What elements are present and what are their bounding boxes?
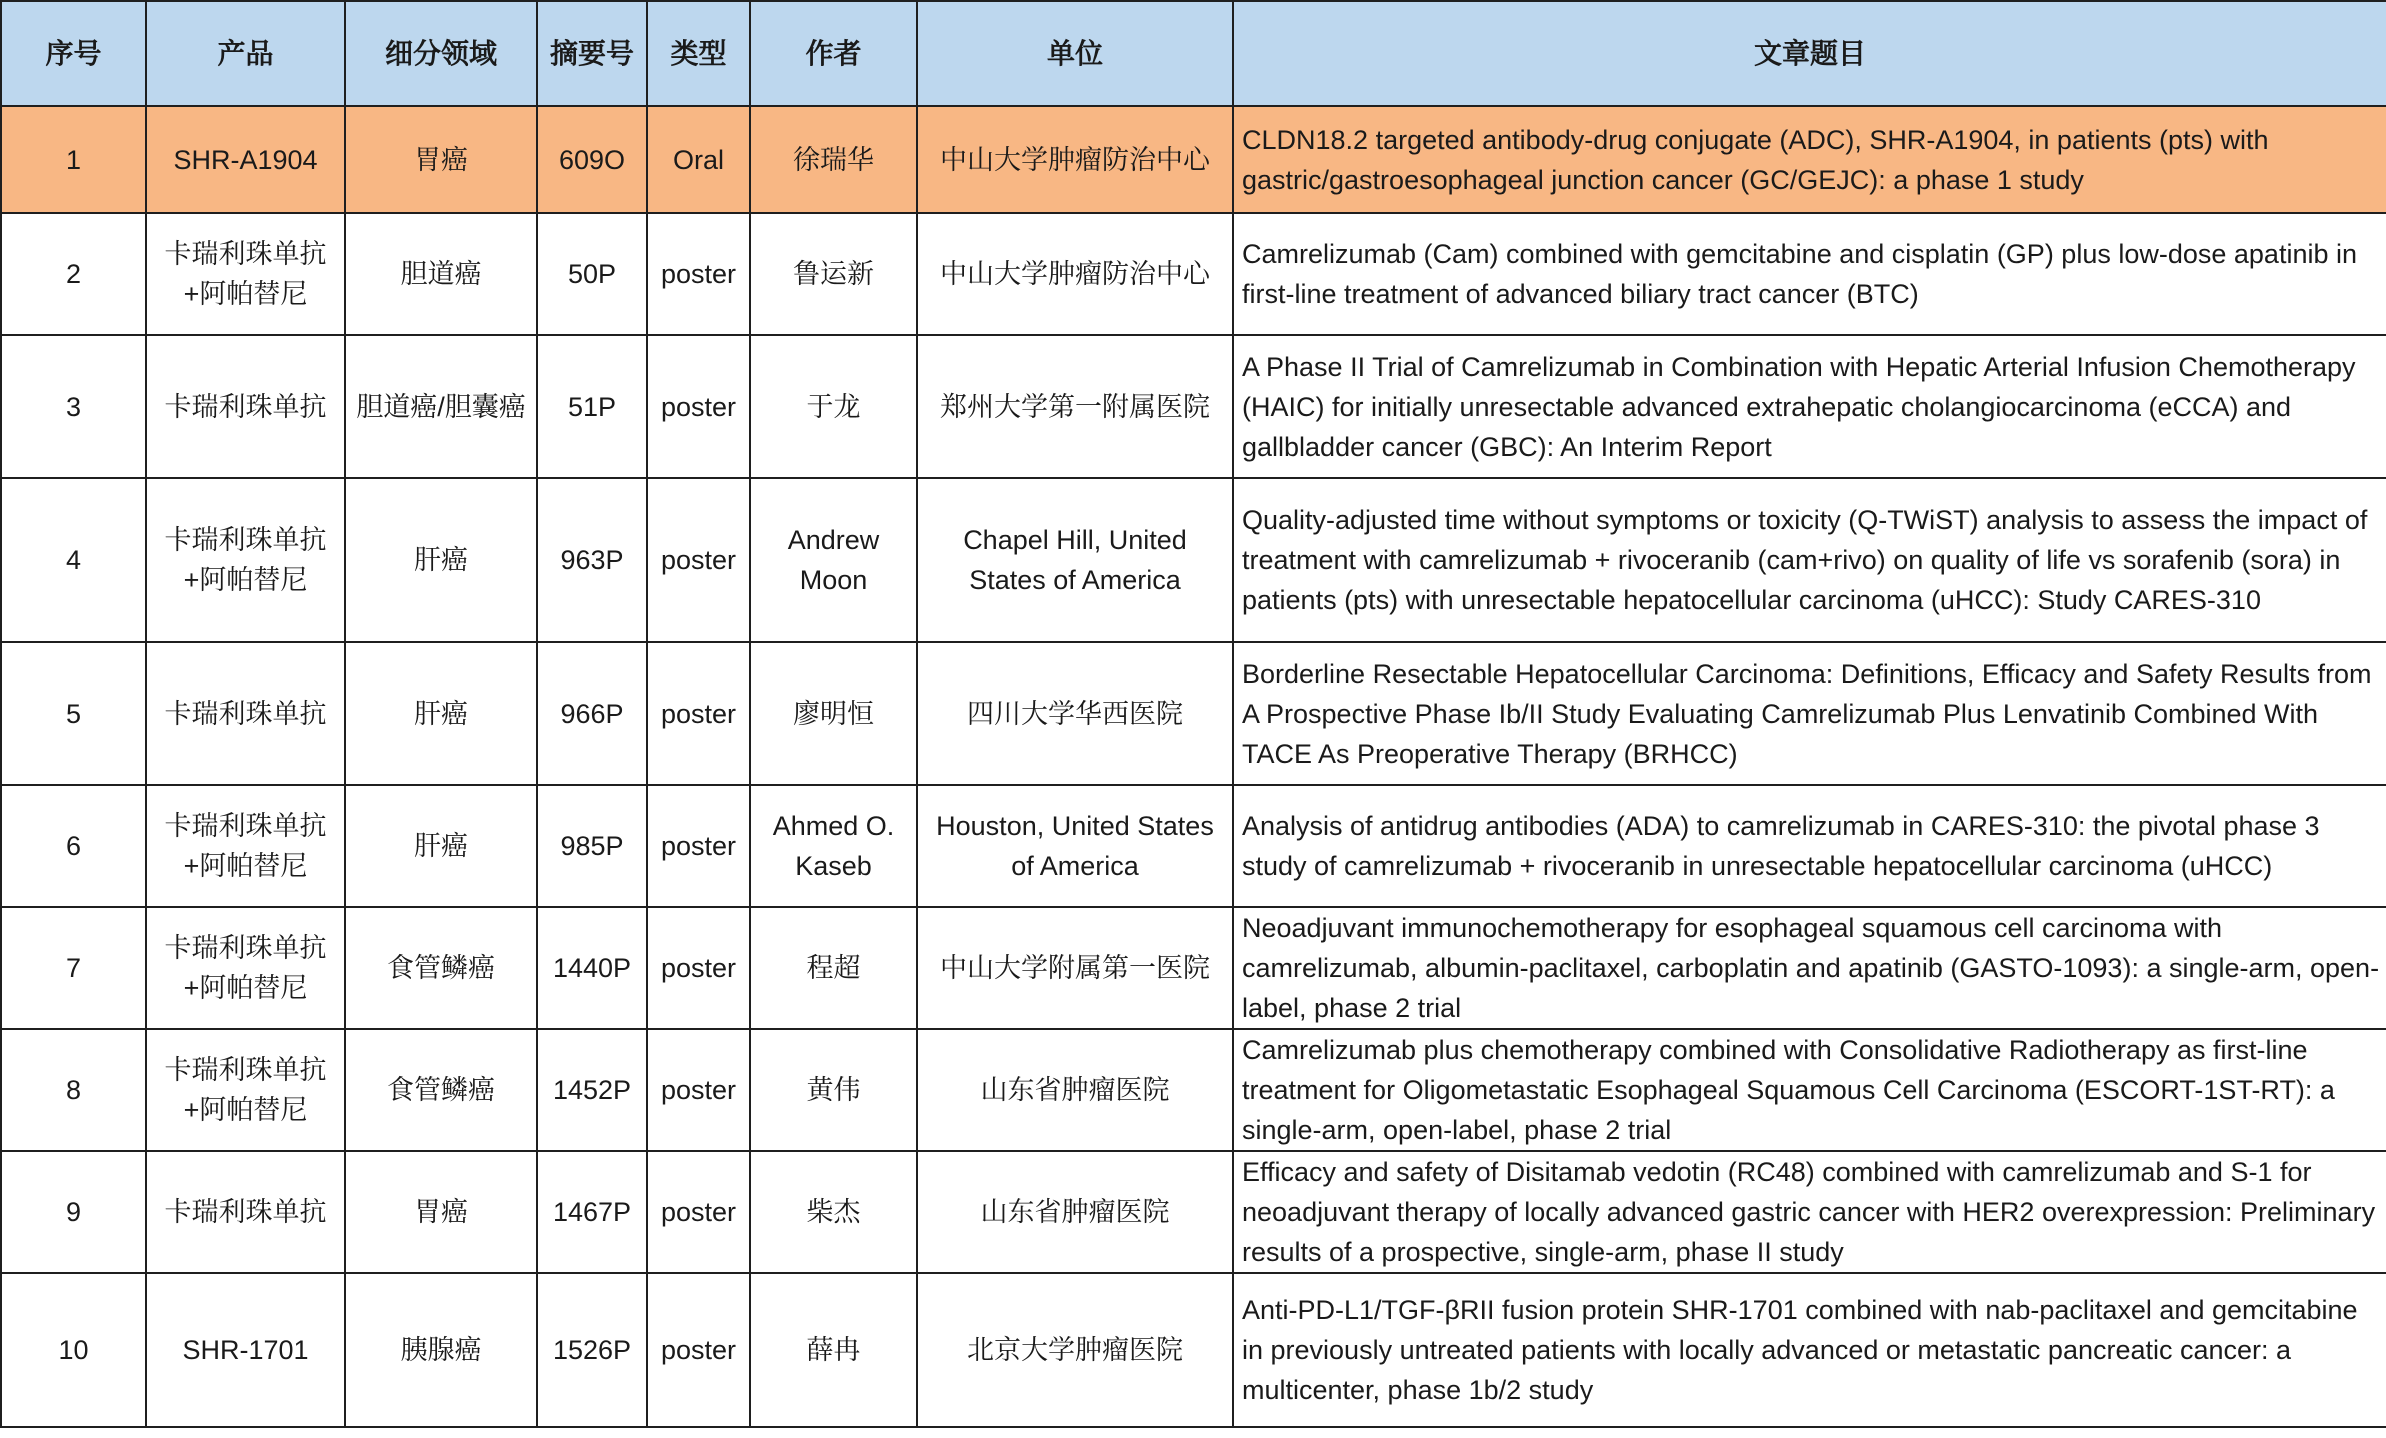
cell-abstract-no: 1526P (537, 1273, 647, 1427)
cell-type: poster (647, 785, 750, 907)
cell-field: 胰腺癌 (345, 1273, 537, 1427)
cell-product: 卡瑞利珠单抗 +阿帕替尼 (146, 478, 345, 642)
cell-field: 食管鳞癌 (345, 1029, 537, 1151)
cell-author: Andrew Moon (750, 478, 917, 642)
header-field: 细分领域 (345, 1, 537, 106)
header-title: 文章题目 (1233, 1, 2386, 106)
cell-institution: 北京大学肿瘤医院 (917, 1273, 1233, 1427)
table-row (1, 907, 2386, 1029)
cell-product: SHR-A1904 (146, 106, 345, 213)
cell-title: Efficacy and safety of Disitamab vedotin (RC48) combined with camrelizumab and S-1 for neoadjuvant therapy of locally advanced gastric cancer with HER2 overexpression: Preliminary results of a prospective, single-arm, phase II study (1233, 1151, 2386, 1273)
cell-institution: 中山大学附属第一医院 (917, 907, 1233, 1029)
table-row (1, 642, 2386, 785)
header-row (1, 1, 2386, 106)
cell-author: 廖明恒 (750, 642, 917, 785)
cell-product: 卡瑞利珠单抗 +阿帕替尼 (146, 1029, 345, 1151)
cell-field: 胃癌 (345, 106, 537, 213)
cell-seq: 7 (1, 907, 146, 1029)
cell-field: 肝癌 (345, 478, 537, 642)
cell-abstract-no: 966P (537, 642, 647, 785)
cell-institution: Houston, United States of America (917, 785, 1233, 907)
cell-institution: 山东省肿瘤医院 (917, 1029, 1233, 1151)
cell-seq: 3 (1, 335, 146, 478)
header-abstract-no: 摘要号 (537, 1, 647, 106)
table-row (1, 478, 2386, 642)
table-row (1, 1151, 2386, 1273)
cell-institution: 四川大学华西医院 (917, 642, 1233, 785)
cell-author: 徐瑞华 (750, 106, 917, 213)
cell-abstract-no: 1467P (537, 1151, 647, 1273)
cell-seq: 1 (1, 106, 146, 213)
header-author: 作者 (750, 1, 917, 106)
header-institution: 单位 (917, 1, 1233, 106)
cell-author: 程超 (750, 907, 917, 1029)
cell-title: Borderline Resectable Hepatocellular Carcinoma: Definitions, Efficacy and Safety Results from A Prospective Phase Ib/II Study Evaluating Camrelizumab Plus Lenvatinib Combined With TACE As Preoperative Therapy (BRHCC) (1233, 642, 2386, 785)
cell-field: 肝癌 (345, 785, 537, 907)
cell-institution: Chapel Hill, United States of America (917, 478, 1233, 642)
cell-type: poster (647, 1273, 750, 1427)
cell-type: poster (647, 642, 750, 785)
cell-title: Quality-adjusted time without symptoms or toxicity (Q-TWiST) analysis to assess the impact of treatment with camrelizumab + rivoceranib (cam+rivo) on quality of life vs sorafenib (sora) in patients (pts) with unresectable hepatocellular carcinoma (uHCC): Study CARES-310 (1233, 478, 2386, 642)
cell-field: 食管鳞癌 (345, 907, 537, 1029)
cell-title: Anti-PD-L1/TGF-βRII fusion protein SHR-1701 combined with nab-paclitaxel and gemcitabine in previously untreated patients with locally advanced or metastatic pancreatic cancer: a multicenter, phase 1b/2 study (1233, 1273, 2386, 1427)
cell-author: Ahmed O. Kaseb (750, 785, 917, 907)
cell-seq: 10 (1, 1273, 146, 1427)
cell-author: 于龙 (750, 335, 917, 478)
cell-field: 胃癌 (345, 1151, 537, 1273)
cell-abstract-no: 1440P (537, 907, 647, 1029)
cell-institution: 中山大学肿瘤防治中心 (917, 213, 1233, 335)
table-row (1, 213, 2386, 335)
cell-institution: 郑州大学第一附属医院 (917, 335, 1233, 478)
cell-type: poster (647, 478, 750, 642)
cell-type: Oral (647, 106, 750, 213)
table-row (1, 1273, 2386, 1427)
cell-author: 黄伟 (750, 1029, 917, 1151)
cell-abstract-no: 963P (537, 478, 647, 642)
cell-title: CLDN18.2 targeted antibody-drug conjugate (ADC), SHR-A1904, in patients (pts) with gastric/gastroesophageal junction cancer (GC/GEJC): a phase 1 study (1233, 106, 2386, 213)
table-row (1, 335, 2386, 478)
cell-institution: 山东省肿瘤医院 (917, 1151, 1233, 1273)
cell-institution: 中山大学肿瘤防治中心 (917, 106, 1233, 213)
table-row (1, 785, 2386, 907)
cell-seq: 2 (1, 213, 146, 335)
cell-author: 柴杰 (750, 1151, 917, 1273)
cell-title: Camrelizumab plus chemotherapy combined with Consolidative Radiotherapy as first-line treatment for Oligometastatic Esophageal Squamous Cell Carcinoma (ESCORT-1ST-RT): a single-arm, open-label, phase 2 trial (1233, 1029, 2386, 1151)
cell-title: Neoadjuvant immunochemotherapy for esophageal squamous cell carcinoma with camrelizumab, albumin-paclitaxel, carboplatin and apatinib (GASTO-1093): a single-arm, open-label, phase 2 trial (1233, 907, 2386, 1029)
cell-product: 卡瑞利珠单抗 (146, 335, 345, 478)
header-product: 产品 (146, 1, 345, 106)
table-row (1, 106, 2386, 213)
cell-abstract-no: 1452P (537, 1029, 647, 1151)
cell-author: 鲁运新 (750, 213, 917, 335)
cell-type: poster (647, 1151, 750, 1273)
cell-product: 卡瑞利珠单抗 (146, 1151, 345, 1273)
cell-product: SHR-1701 (146, 1273, 345, 1427)
cell-abstract-no: 51P (537, 335, 647, 478)
cell-title: Camrelizumab (Cam) combined with gemcitabine and cisplatin (GP) plus low-dose apatinib in first-line treatment of advanced biliary tract cancer (BTC) (1233, 213, 2386, 335)
cell-abstract-no: 609O (537, 106, 647, 213)
cell-field: 肝癌 (345, 642, 537, 785)
cell-seq: 8 (1, 1029, 146, 1151)
cell-abstract-no: 985P (537, 785, 647, 907)
cell-title: Analysis of antidrug antibodies (ADA) to camrelizumab in CARES-310: the pivotal phase 3 study of camrelizumab + rivoceranib in unresectable hepatocellular carcinoma (uHCC) (1233, 785, 2386, 907)
cell-field: 胆道癌/胆囊癌 (345, 335, 537, 478)
cell-product: 卡瑞利珠单抗 +阿帕替尼 (146, 213, 345, 335)
cell-type: poster (647, 213, 750, 335)
cell-type: poster (647, 335, 750, 478)
cell-author: 薛冉 (750, 1273, 917, 1427)
table-row (1, 1029, 2386, 1151)
cell-product: 卡瑞利珠单抗 +阿帕替尼 (146, 907, 345, 1029)
cell-product: 卡瑞利珠单抗 +阿帕替尼 (146, 785, 345, 907)
cell-type: poster (647, 907, 750, 1029)
cell-field: 胆道癌 (345, 213, 537, 335)
cell-title: A Phase II Trial of Camrelizumab in Combination with Hepatic Arterial Infusion Chemotherapy (HAIC) for initially unresectable advanced extrahepatic cholangiocarcinoma (eCCA) and gallbladder cancer (GBC): An Interim Report (1233, 335, 2386, 478)
cell-seq: 5 (1, 642, 146, 785)
cell-type: poster (647, 1029, 750, 1151)
header-seq: 序号 (1, 1, 146, 106)
cell-seq: 6 (1, 785, 146, 907)
cell-abstract-no: 50P (537, 213, 647, 335)
cell-product: 卡瑞利珠单抗 (146, 642, 345, 785)
cell-seq: 9 (1, 1151, 146, 1273)
header-type: 类型 (647, 1, 750, 106)
cell-seq: 4 (1, 478, 146, 642)
